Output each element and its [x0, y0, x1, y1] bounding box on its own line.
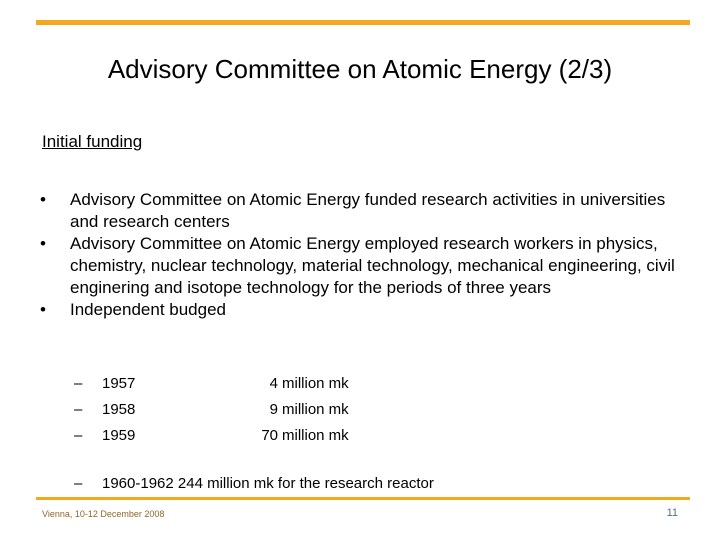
budget-year: 1957 [102, 375, 136, 392]
budget-amount: 4 [269, 375, 278, 392]
bullet-marker: • [40, 190, 46, 209]
bullet-item [40, 189, 685, 233]
dash-marker: – [74, 375, 83, 392]
budget-amount: 9 [269, 401, 278, 418]
slide-title: Advisory Committee on Atomic Energy (2/3) [107, 54, 613, 84]
reactor-budget-row [74, 473, 434, 495]
budget-year: 1958 [102, 401, 136, 418]
section-subtitle: Initial funding [42, 132, 143, 151]
bullet-item [40, 233, 685, 299]
dash-marker: – [74, 401, 83, 418]
budget-unit: million mk [282, 401, 349, 418]
bottom-accent-bar [36, 497, 690, 500]
dash-marker: – [74, 475, 83, 492]
budget-unit: million mk [282, 375, 349, 392]
dash-marker: – [74, 427, 83, 444]
bullet-item [40, 299, 685, 321]
bullet-marker: • [40, 300, 46, 319]
budget-amount: 70 [261, 427, 278, 444]
footer-event: Vienna, 10-12 December 2008 [42, 509, 165, 519]
bullet-text: Advisory Committee on Atomic Energy employed research workers in physics, chemistry, nuclear technology, material technology, mechanical engineering, civil enginering and isotope technology for the periods of three years [70, 234, 675, 297]
reactor-budget-text: 1960-1962 244 million mk for the research reactor [102, 475, 434, 492]
bullet-list [40, 189, 685, 321]
page-number: 11 [666, 507, 678, 519]
bullet-marker: • [40, 234, 46, 253]
bullet-text: Independent budged [70, 300, 226, 319]
top-accent-bar [36, 20, 690, 25]
budget-unit: million mk [282, 427, 349, 444]
budget-year: 1959 [102, 427, 136, 444]
bullet-text: Advisory Committee on Atomic Energy funded research activities in universities and research centers [70, 190, 666, 231]
